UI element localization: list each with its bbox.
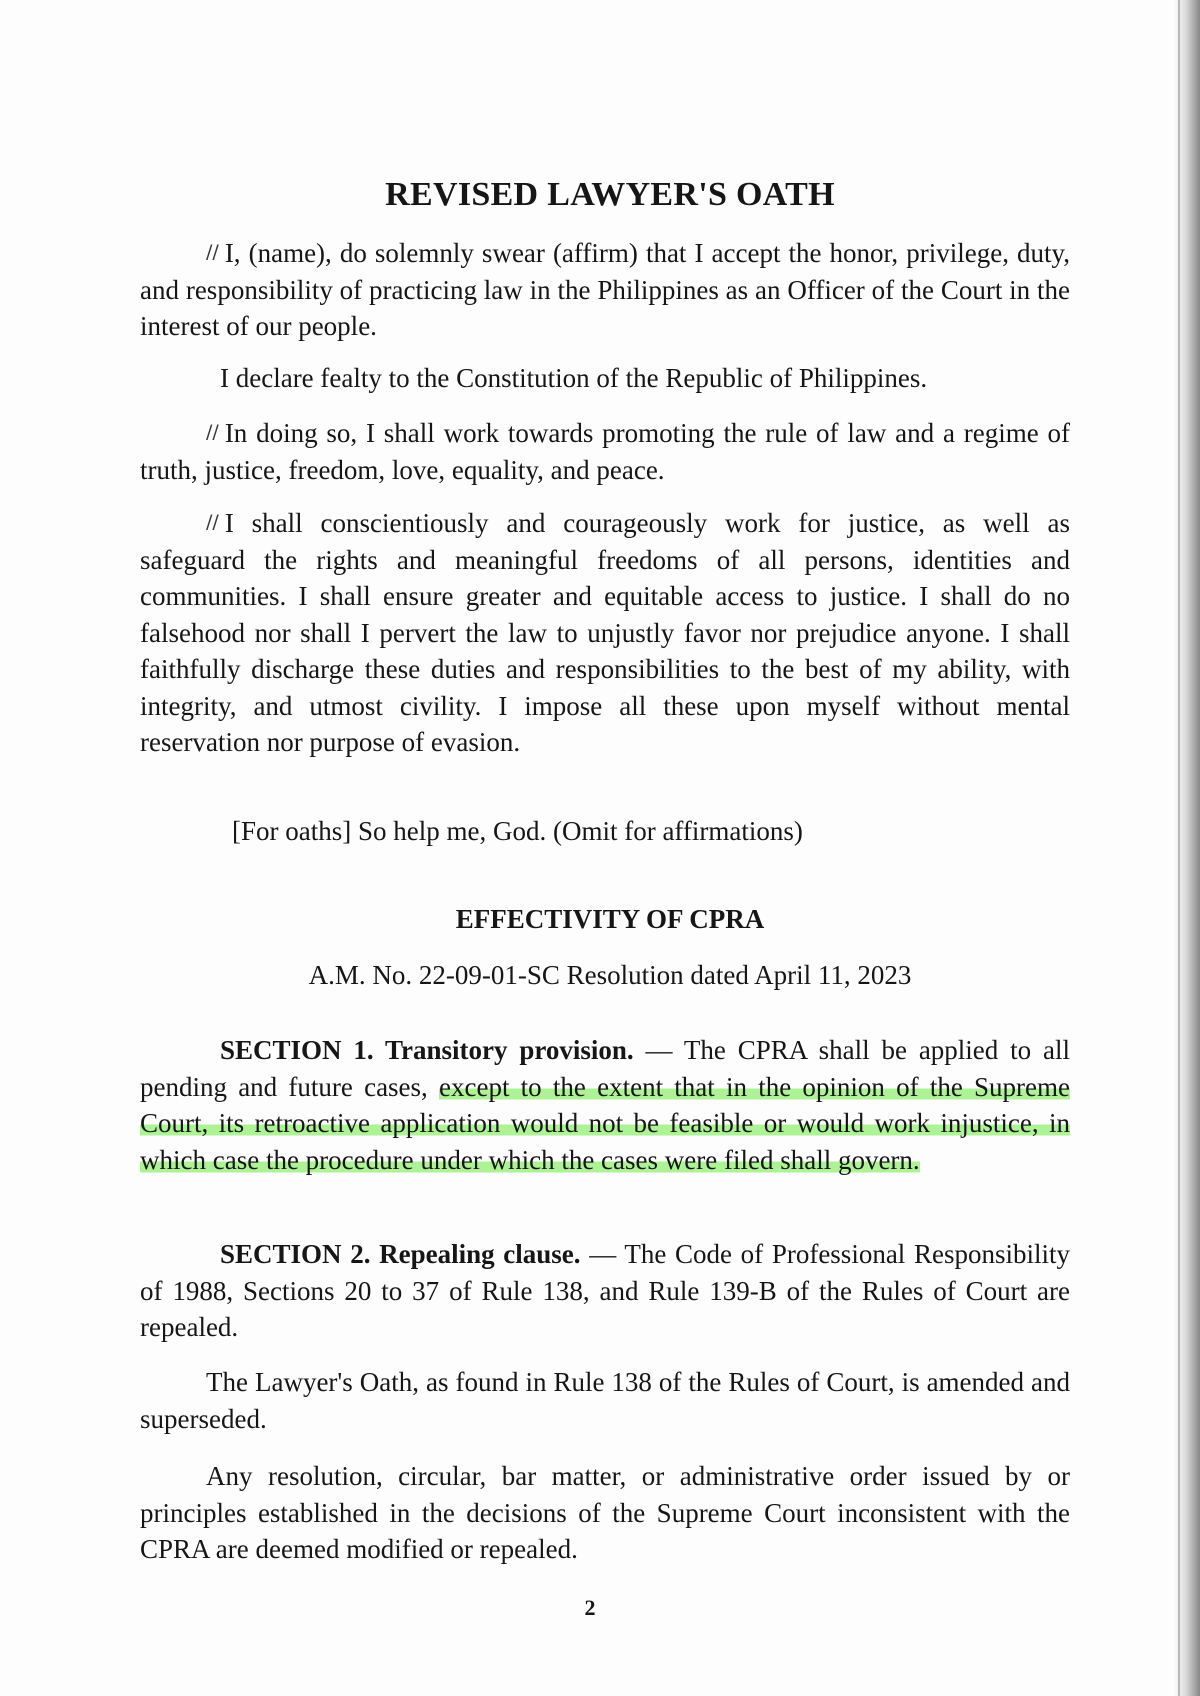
scan-edge-line: [1178, 0, 1180, 1696]
oath-paragraph-2: I declare fealty to the Constitution of the Republic of Philippines.: [220, 363, 928, 393]
page-number: 2: [584, 1595, 596, 1620]
section-1-lead-text: — The CPRA shall be applied to all pending and future cases,: [140, 1035, 1070, 1102]
oath-amended-paragraph: The Lawyer's Oath, as found in Rule 138 of the Rules of Court, is amended and superseded.: [140, 1367, 1070, 1434]
section-2-text: — The Code of Professional Responsibility of 1988, Sections 20 to 37 of Rule 138, and Rule 139-B of the Rules of Court are repealed.: [140, 1239, 1070, 1342]
oath-paragraph-1-text: I, (name), do solemnly swear (affirm) that I accept the honor, privilege, duty, and responsibility of practicing law in the Philippines as an Officer of the Court in the interest of our people.: [140, 238, 1070, 341]
section-2-paragraph: [140, 1236, 1070, 1346]
oath-paragraph-1: [140, 234, 1070, 345]
slash-annotation-icon: //: [206, 511, 219, 533]
effectivity-title: EFFECTIVITY OF CPRA: [455, 904, 765, 934]
section-1-heading: SECTION 1. Transitory provision.: [220, 1035, 634, 1065]
oath-paragraph-4: [140, 504, 1070, 761]
oath-paragraph-3: [140, 414, 1070, 488]
oath-closing-line: [For oaths] So help me, God. (Omit for affirmations): [232, 816, 803, 846]
oath-title: REVISED LAWYER'S OATH: [385, 176, 835, 213]
section-1-paragraph: [140, 1032, 1070, 1178]
slash-annotation-icon: //: [206, 241, 219, 263]
resolution-modified-paragraph: Any resolution, circular, bar matter, or administrative order issued by or principles established in the decisions of the Supreme Court inconsistent with the CPRA are deemed modified or repealed.: [140, 1461, 1070, 1564]
oath-paragraph-3-text: In doing so, I shall work towards promoting the rule of law and a regime of truth, justice, freedom, love, equality, and peace.: [140, 418, 1070, 485]
section-2-heading: SECTION 2. Repealing clause.: [220, 1239, 581, 1269]
resolution-reference: A.M. No. 22-09-01-SC Resolution dated April 11, 2023: [308, 960, 912, 990]
oath-paragraph-4-text: I shall conscientiously and courageously work for justice, as well as safeguard the rights and meaningful freedoms of all persons, identities and communities. I shall ensure greater and equitable access to justice. I shall do no falsehood nor shall I pervert the law to unjustly favor nor prejudice anyone. I shall faithfully discharge these duties and responsibilities to the best of my ability, with integrity, and utmost civility. I impose all these upon myself without mental reservation nor purpose of evasion.: [140, 508, 1070, 757]
slash-annotation-icon: //: [206, 421, 219, 443]
section-1-highlighted-text: except to the extent that in the opinion of the Supreme Court, its retroactive application would not be feasible or would work injustice, in which case the procedure under which the cases were filed shall govern.: [140, 1071, 1070, 1175]
